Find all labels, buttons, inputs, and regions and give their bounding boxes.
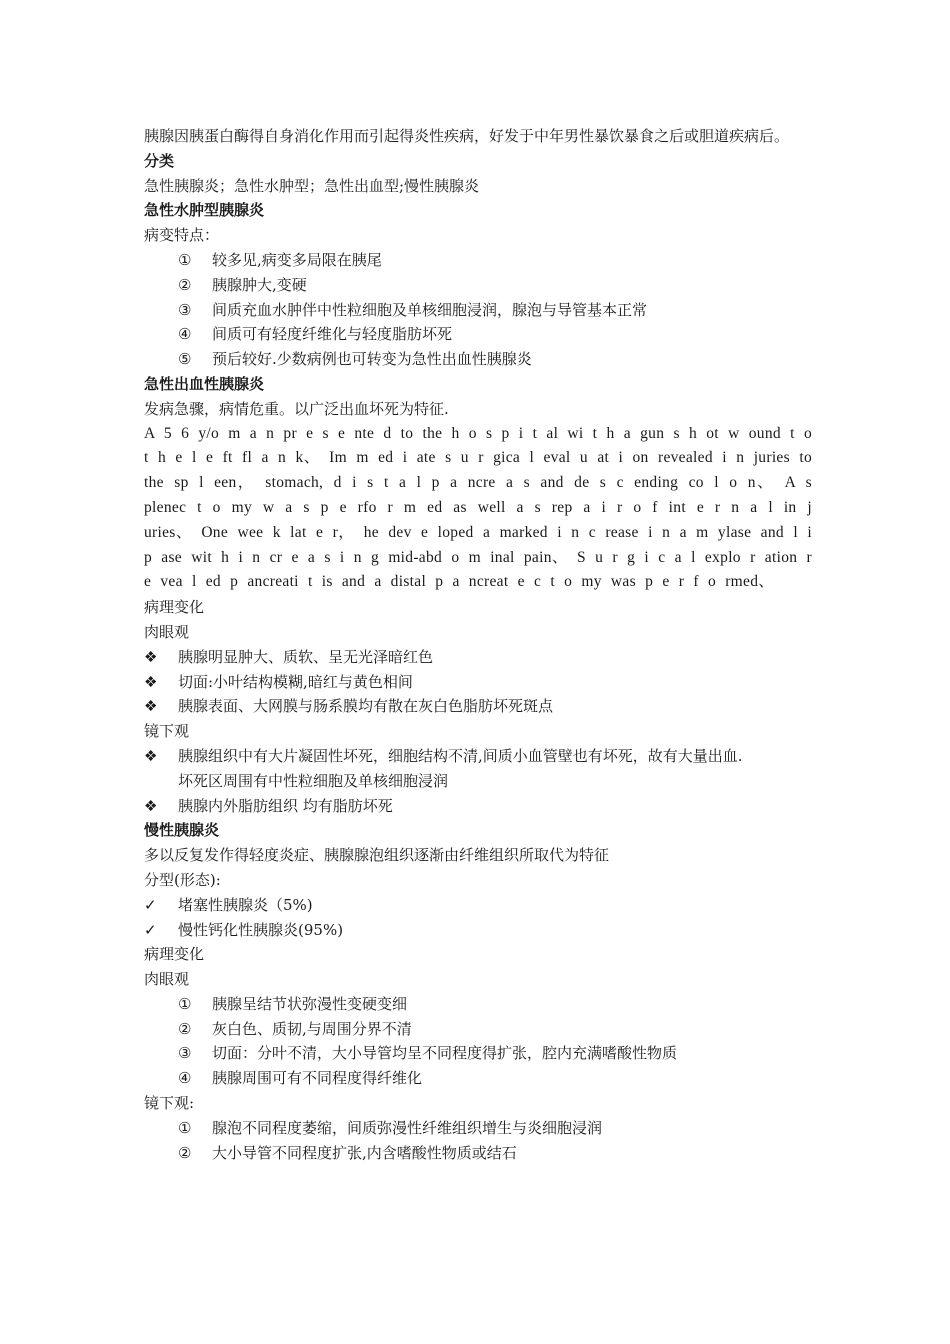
pathology-label: 病理变化	[144, 598, 205, 617]
list-item-text: 胰腺周围可有不同程度得纤维化	[212, 1069, 423, 1088]
heading-classification: 分类	[144, 151, 175, 170]
microscopic-label: 镜下观	[144, 722, 190, 741]
list-marker: ②	[178, 1019, 192, 1038]
list-item-text: 胰腺表面、大网膜与肠系膜均有散在灰白色脂肪坏死斑点	[178, 697, 554, 716]
list-marker: ⑤	[178, 350, 192, 369]
list-item	[144, 893, 812, 918]
list-item	[144, 918, 812, 943]
list-item	[144, 794, 812, 819]
list-marker: ①	[178, 994, 192, 1013]
list-item	[144, 298, 812, 323]
check-icon: ✓	[144, 895, 157, 914]
list-item-text: 间质可有轻度纤维化与轻度脂肪坏死	[212, 325, 453, 344]
diamond-bullet-icon: ❖	[144, 672, 158, 691]
list-item-text: 切面：分叶不清，大小导管均呈不同程度得扩张，腔内充满嗜酸性物质	[212, 1044, 678, 1063]
list-item	[144, 992, 812, 1017]
diamond-bullet-icon: ❖	[144, 697, 158, 716]
pathology-label: 病理变化	[144, 945, 205, 964]
list-item-text: 间质充血水肿伴中性粒细胞及单核细胞浸润，腺泡与导管基本正常	[212, 300, 648, 319]
diamond-bullet-icon: ❖	[144, 647, 158, 666]
diamond-bullet-icon: ❖	[144, 796, 158, 815]
list-item-text: 慢性钙化性胰腺炎(95%)	[178, 920, 344, 939]
list-item-text: 胰腺内外脂肪组织 均有脂肪坏死	[178, 796, 393, 815]
list-marker: ④	[178, 1069, 192, 1088]
diamond-bullet-icon: ❖	[144, 746, 158, 765]
document-body	[144, 124, 812, 1165]
gross-label: 肉眼观	[144, 970, 190, 989]
list-item-text: 预后较好.少数病例也可转变为急性出血性胰腺炎	[212, 350, 532, 369]
list-item-text: 切面:小叶结构模糊,暗红与黄色相间	[178, 672, 413, 691]
list-marker: ③	[178, 1044, 192, 1063]
list-item	[144, 670, 812, 695]
chronic-desc: 多以反复发作得轻度炎症、胰腺腺泡组织逐渐由纤维组织所取代为特征	[144, 846, 610, 865]
list-marker: ③	[178, 300, 192, 319]
list-item-text: 较多见,病变多局限在胰尾	[212, 250, 382, 269]
list-item	[144, 1017, 812, 1042]
list-marker: ②	[178, 275, 192, 294]
list-item-text: 胰腺明显肿大、质软、呈无光泽暗红色	[178, 647, 434, 666]
edematous-label: 病变特点：	[144, 226, 220, 245]
list-item-text: 胰腺组织中有大片凝固性坏死，细胞结构不清,间质小血管壁也有坏死，故有大量出血.	[178, 746, 743, 765]
list-item	[144, 1066, 812, 1091]
classification-text: 急性胰腺炎；急性水肿型；急性出血型;慢性胰腺炎	[144, 176, 480, 195]
list-item-text: 胰腺肿大,变硬	[212, 275, 307, 294]
check-icon: ✓	[144, 920, 157, 939]
hemorrhagic-desc: 发病急骤，病情危重。以广泛出血坏死为特征.	[144, 399, 449, 418]
microscopic-label: 镜下观:	[144, 1094, 195, 1113]
list-item	[144, 1141, 812, 1166]
list-item	[144, 1116, 812, 1141]
heading-hemorrhagic: 急性出血性胰腺炎	[144, 374, 265, 393]
heading-chronic: 慢性胰腺炎	[144, 821, 220, 840]
list-marker: ①	[178, 250, 192, 269]
list-item-text: 灰白色、质韧,与周围分界不清	[212, 1019, 412, 1038]
list-item	[144, 273, 812, 298]
list-item	[144, 1041, 812, 1066]
heading-edematous: 急性水肿型胰腺炎	[144, 201, 265, 220]
list-item-text: 大小导管不同程度扩张,内含嗜酸性物质或结石	[212, 1143, 517, 1162]
list-item	[144, 248, 812, 273]
gross-label: 肉眼观	[144, 622, 190, 641]
case-report-paragraph: A 5 6 y/o m a n pr e s e nte d to the h o s p i t al wi t h a gun s h ot w ound t o t h e l e ft fl a n k、 Im m ed i ate s u r gica l eval u at i on revealed i n juries to the sp l een， stomach, d i s t a l p a ncre a s and de s c ending co l o n、 A s plenec t o my w a s p e rfo r m ed as well a s rep a i r o f int e r n a l in j uries、 One wee k lat e r， he dev e loped a marked i n c rease i n a m ylase and l i p ase wit h i n cr e a s i n g mid-abd o m inal pain、 S u r g i c a l explo r ation r e vea l ed p ancreati t is and a distal p a ncreat e c t o my was p e r f o rmed、	[144, 424, 812, 591]
list-item	[144, 347, 812, 372]
list-item-text: 堵塞性胰腺炎（5%)	[178, 895, 313, 914]
list-marker: ①	[178, 1118, 192, 1137]
list-item	[144, 322, 812, 347]
list-item-text: 胰腺呈结节状弥漫性变硬变细	[212, 994, 408, 1013]
list-marker: ②	[178, 1143, 192, 1162]
list-item	[144, 744, 812, 769]
list-item-continuation: 坏死区周围有中性粒细胞及单核细胞浸润	[178, 771, 449, 790]
list-item	[144, 645, 812, 670]
intro-paragraph: 胰腺因胰蛋白酶得自身消化作用而引起得炎性疾病，好发于中年男性暴饮暴食之后或胆道疾病后。	[144, 127, 790, 145]
list-marker: ④	[178, 325, 192, 344]
types-label: 分型(形态):	[144, 870, 221, 889]
list-item	[144, 694, 812, 719]
list-item-text: 腺泡不同程度萎缩，间质弥漫性纤维组织增生与炎细胞浸润	[212, 1118, 603, 1137]
